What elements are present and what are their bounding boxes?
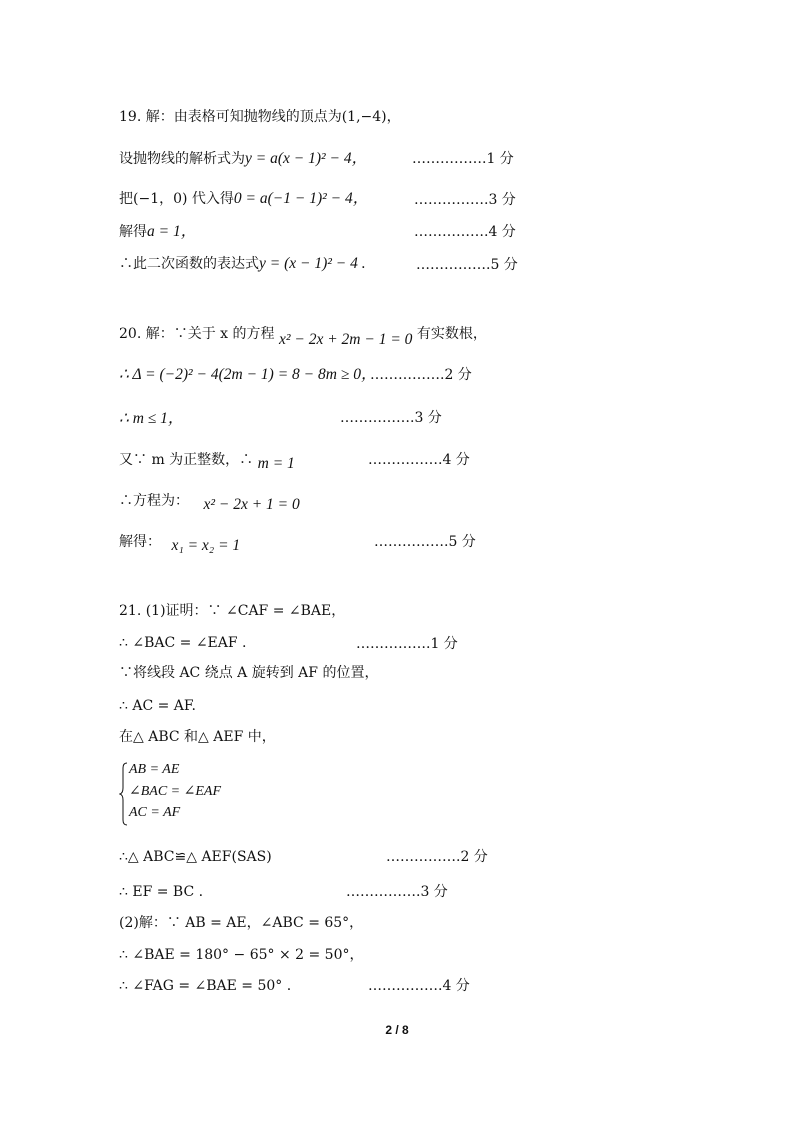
q20-line-1-text: 20. 解：∵关于 x 的方程 — [119, 326, 275, 342]
q20-line-1-tail: 有实数根， — [416, 326, 487, 342]
system-row-3: AC = AF — [129, 805, 181, 820]
q20-line-5 — [119, 492, 300, 513]
page-number: 2 / 8 — [385, 1023, 409, 1037]
q19-line-2-math: y = a(x − 1)² − 4， — [245, 150, 368, 167]
q19-line-3-math: 0 = a(−1 − 1)² − 4， — [233, 190, 369, 207]
q21-score-1: …………….1 分 — [356, 636, 458, 652]
q19-line-3 — [119, 190, 368, 208]
q20-score-3: …………….3 分 — [340, 410, 442, 426]
q19-score-4: …………….4 分 — [414, 224, 516, 240]
q19-line-4-math: a = 1， — [147, 223, 197, 240]
q20-line-2 — [119, 366, 376, 384]
q19-score-3: …………….3 分 — [414, 192, 516, 208]
q21-score-4: …………….4 分 — [368, 978, 470, 994]
q20-score-2: …………….2 分 — [370, 367, 472, 383]
q21-line-2: ∴ ∠BAC = ∠EAF . — [119, 635, 247, 651]
q20-score-5: …………….5 分 — [374, 534, 476, 550]
q19-line-4 — [119, 223, 196, 241]
q20-line-1-math: x² − 2x + 2m − 1 = 0 — [278, 331, 413, 348]
q19-score-1: …………….1 分 — [412, 151, 514, 167]
q21-line-1: 21. (1)证明：∵ ∠CAF = ∠BAE， — [119, 603, 346, 619]
q21-line-3: ∵将线段 AC 绕点 A 旋转到 AF 的位置， — [119, 665, 379, 681]
left-brace-icon — [119, 762, 129, 826]
q19-line-5-math: y = (x − 1)² − 4 . — [259, 255, 366, 272]
q21-line-9: ∴ ∠BAE = 180° − 65° × 2 = 50°， — [119, 947, 364, 963]
q20-line-3 — [119, 410, 183, 428]
q19-line-5-text: ∴此二次函数的表达式 — [119, 256, 259, 272]
q20-line-3-math: ∴ m ≤ 1， — [119, 410, 184, 427]
q19-line-2 — [119, 150, 367, 168]
q20-line-2-math: ∴ Δ = (−2)² − 4(2m − 1) = 8 − 8m ≥ 0， — [119, 366, 377, 383]
q19-line-4-text: 解得 — [119, 224, 147, 240]
equation-system — [119, 762, 259, 826]
q21-line-8: (2)解：∵ AB = AE，∠ABC = 65°， — [119, 915, 364, 931]
q19-line-1: 19. 解：由表格可知抛物线的顶点为(1,−4)， — [119, 109, 401, 125]
q21-score-2: …………….2 分 — [386, 849, 488, 865]
q20-line-4 — [119, 451, 295, 472]
q20-line-5-text: ∴方程为： — [119, 493, 189, 509]
q19-score-5: …………….5 分 — [416, 257, 518, 273]
system-row-2: ∠BAC = ∠EAF — [129, 784, 222, 799]
q20-line-1 — [119, 325, 487, 348]
system-row-1: AB = AE — [129, 762, 180, 777]
q19-line-5 — [119, 255, 366, 273]
q20-line-4-math: m = 1 — [257, 455, 295, 472]
q20-line-6-math: x₁ = x₂ = 1 — [171, 537, 241, 554]
q19-line-2-text: 设抛物线的解析式为 — [119, 151, 245, 167]
q20-line-4-text: 又∵ m 为正整数，∴ — [119, 452, 254, 468]
q21-line-4: ∴ AC = AF. — [119, 698, 196, 714]
q20-line-6-text: 解得： — [119, 534, 161, 550]
q20-score-4: …………….4 分 — [368, 452, 470, 468]
q21-line-6: ∴△ ABC≌△ AEF(SAS) — [119, 849, 272, 865]
q19-line-3-text: 把(−1，0) 代入得 — [119, 191, 234, 207]
q21-line-7: ∴ EF = BC . — [119, 884, 204, 900]
q21-line-5: 在△ ABC 和△ AEF 中， — [119, 729, 276, 745]
q20-line-6 — [119, 533, 241, 554]
q21-score-3: …………….3 分 — [346, 884, 448, 900]
q20-line-5-math: x² − 2x + 1 = 0 — [203, 496, 300, 513]
q21-line-10: ∴ ∠FAG = ∠BAE = 50° . — [119, 978, 292, 994]
